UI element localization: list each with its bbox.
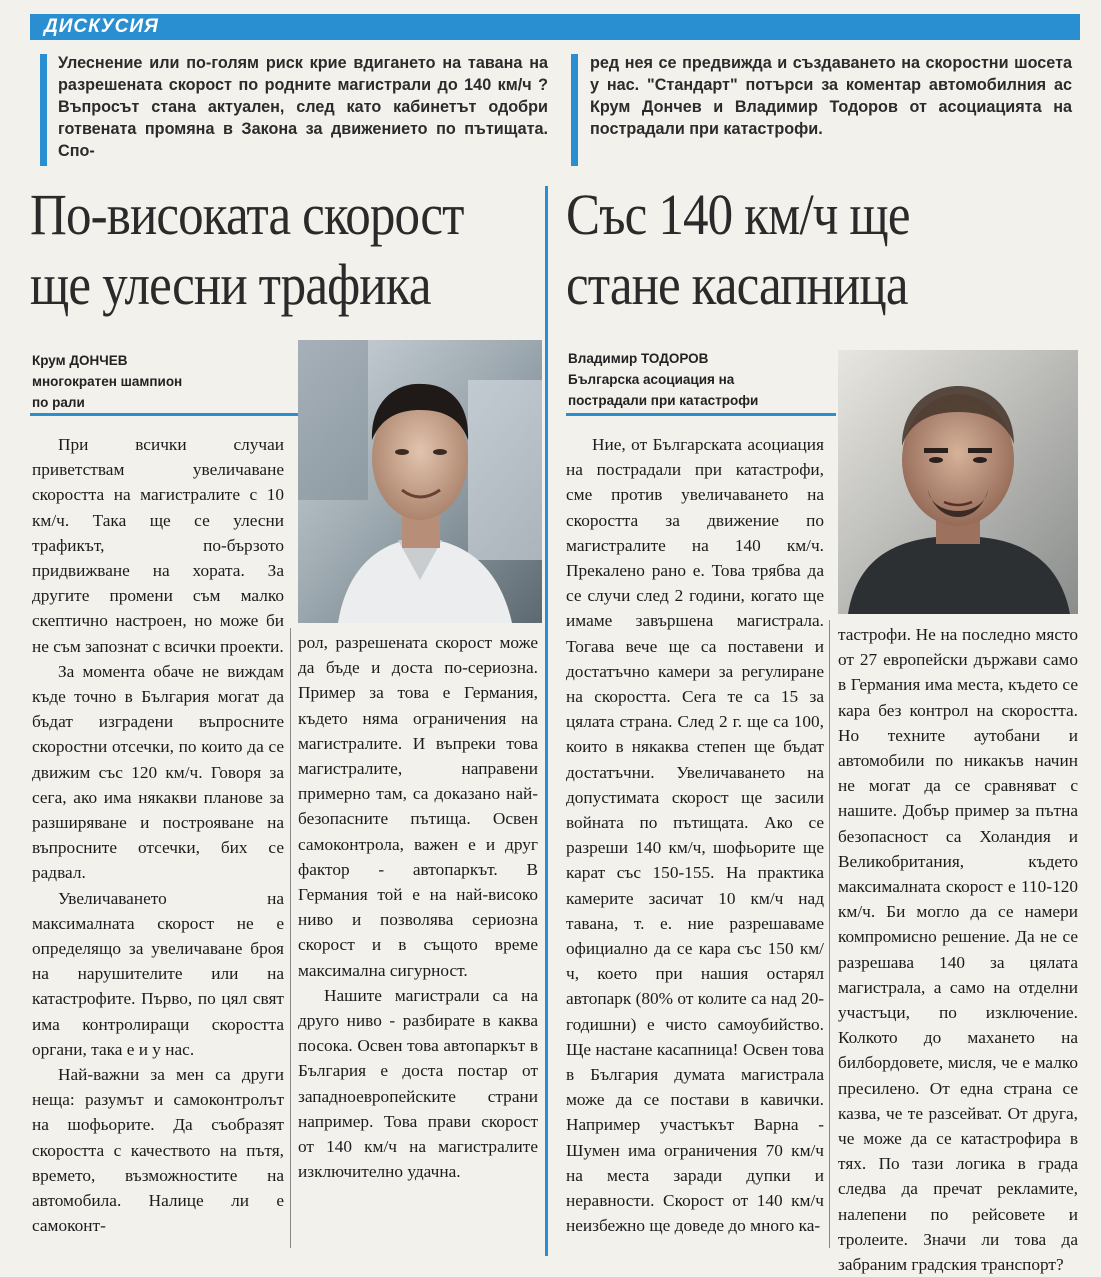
right-byline-rule bbox=[566, 413, 836, 416]
lead-right-text: ред нея се предвижда и създаването на скоростни шосета у нас. "Стандарт" потърси за коментар автомобилния ас Крум Дончев и Владимир Тодоров от асоциацията на пострадали при катастрофи. bbox=[590, 54, 1072, 138]
right-headline bbox=[566, 180, 910, 320]
left-author-name: Крум ДОНЧЕВ bbox=[32, 353, 128, 368]
lead-left bbox=[58, 52, 548, 162]
left-col1-para3: Увеличаването на максималната скорост не е определящо за увеличаване броя на нарушителите или на катастрофите. Първо, по цял свят има контролиращи скоростта органи, така е и у нас. bbox=[32, 888, 284, 1059]
lead-left-text: Улеснение или по-голям риск крие вдигането на тавана на разрешената скорост по родните магистрали до 140 км/ч ? Въпросът стана актуален, след като кабинетът одобри готвената промяна в Закона за движението по пътищата. Спо- bbox=[58, 54, 548, 160]
portrait-photo-icon bbox=[838, 350, 1078, 614]
left-col1-para4: Най-важни за мен са други неща: разумът и самоконтролът на шофьорите. Да съобразят скоростта с качеството на пътя, времето, възможностите на автомобила. Налице ли е самоконт- bbox=[32, 1065, 284, 1236]
section-label: ДИСКУСИЯ bbox=[44, 16, 159, 37]
left-author-role1: многократен шампион bbox=[32, 374, 183, 389]
left-headline bbox=[30, 180, 464, 320]
left-col2-para1: рол, разрешената скорост може да бъде и доста по-сериозна. Пример за това е Германия, където няма ограничения на магистралите. И въпреки това магистралите, направени примерно там, са доказано най-безопасните пътища. Освен самоконтрола, важен е и друг фактор - автопаркът. В Германия той е на най-високо ниво и позволява сериозна скорост и в същото време максимална сигурност. bbox=[298, 633, 538, 980]
left-col2-para2: Нашите магистрали са на друго ниво - разбирате в каква посока. Освен това автопаркът в България е доста постар от западноевропейските страни например. Това прави скорост от 140 км/ч на магистралите изключително удачна. bbox=[298, 985, 538, 1182]
right-column-2 bbox=[838, 622, 1078, 1277]
left-headline-line2: ще улесни трафика bbox=[30, 252, 431, 317]
left-col1-para1: При всички случаи приветствам увеличаване скоростта на магистралите с 10 км/ч. Така ще се улесни трафикът, по-бързото придвижване на хората. За другите промени съм малко скептично настроен, но може би не съм запознат с всички проекти. bbox=[32, 435, 284, 656]
left-author-role2: по рали bbox=[32, 395, 85, 410]
left-headline-line1: По-високата скорост bbox=[30, 182, 464, 247]
lead-bar-right bbox=[571, 54, 578, 166]
left-col1-para2: За момента обаче не виждам къде точно в България могат да бъдат изградени въпросните скоростни отсечки, по които да се движим със 120 км/ч. Говоря за сега, ако има някакви планове за разширяване и построяване на въпросните отсечки, бих се радвал. bbox=[32, 661, 284, 883]
left-byline bbox=[32, 350, 182, 413]
right-col2-para1: тастрофи. Не на последно място от 27 европейски държави само в Германия има места, където се кара без контрол на скоростта. Но техните аутобани и автомобили по никакъв начин не могат да се сравняват с нашите. Добър пример за пътна безопасност са Холандия и Великобритания, където максималната скорост е 110-120 км/ч. Би могло да се намери компромисно решение. Да не се разрешава 140 за цялата магистрала, а само на отделни участъци, по изключение. Колкото до махането на билбордовете, мисля, че е малко пресилено. От една страна се казва, че те разсейват. От друга, че може да се катастрофира в тях. По тази логика в града следва да пречат рекламите, налепени по рейсовете и тролеите. Значи ли това да забраним градския транспорт? bbox=[838, 625, 1078, 1275]
right-headline-line1: Със 140 км/ч ще bbox=[566, 182, 910, 247]
right-byline bbox=[568, 348, 758, 411]
right-author-name: Владимир ТОДОРОВ bbox=[568, 351, 709, 366]
lead-right bbox=[590, 52, 1072, 140]
left-column-1 bbox=[32, 432, 284, 1239]
right-author-role1: Българска асоциация на bbox=[568, 372, 735, 387]
portrait-photo-icon bbox=[298, 340, 542, 623]
right-author-photo bbox=[838, 350, 1078, 614]
left-column-2 bbox=[298, 630, 538, 1184]
left-column-divider bbox=[290, 628, 291, 1248]
lead-bar-left bbox=[40, 54, 47, 166]
left-byline-rule bbox=[30, 413, 298, 416]
left-author-photo bbox=[298, 340, 542, 623]
article-divider bbox=[545, 186, 548, 1256]
right-author-role2: пострадали при катастрофи bbox=[568, 393, 759, 408]
right-column-divider bbox=[829, 620, 830, 1248]
section-banner bbox=[30, 14, 1080, 40]
right-col1-para1: Ние, от Българската асоциация на пострадали при катастрофи, сме против увеличаването на скоростта за движение по магистралите на 140 км/ч. Прекалено рано е. Това трябва да се случи след 2 години, когато ще имаме завършена магистрала. Тогава вече ще са поставени и достатъчно камери за регулиране на скоростта. Сега те са 15 за цялата страна. След 2 г. ще са 100, които в някаква степен ще бъдат достатъчни. Увеличаването на допустимата скорост ще засили войната по пътищата. Ако се разреши 140 км/ч, шофьорите ще карат със 150-155. На практика камерите засичат 10 км/ч над тавана, т. е. ние разрешаваме официално да се кара със 150 км/ч, което при нашия остарял автопарк (80% от колите са над 20-годишни) е чисто самоубийство. Ще настане касапница! Освен това в България думата магистрала може да се постави в кавички. Например участъкът Варна - Шумен има ограничения 70 км/ч на места заради дупки и неравности. Скорост от 140 км/ч неизбежно ще доведе до много ка- bbox=[566, 435, 824, 1236]
right-column-1 bbox=[566, 432, 824, 1239]
right-headline-line2: стане касапница bbox=[566, 252, 908, 317]
